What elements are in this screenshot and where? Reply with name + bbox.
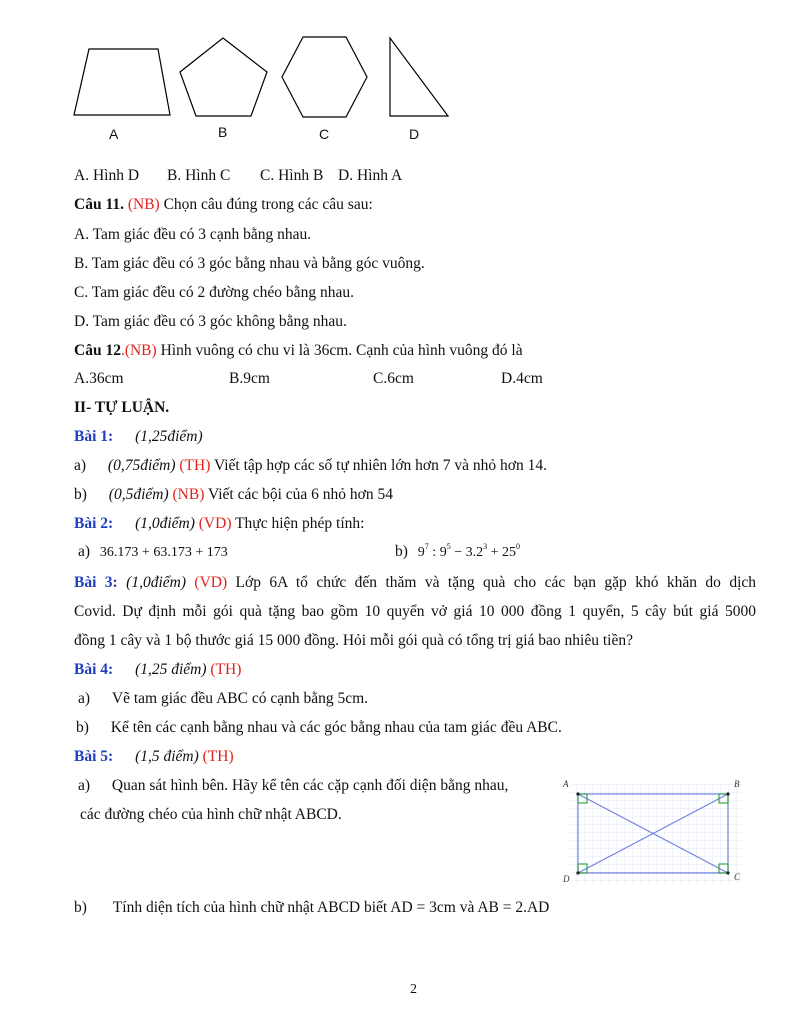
q12-option-c: C.6cm xyxy=(373,370,414,387)
q11-text: Chọn câu đúng trong các câu sau: xyxy=(159,196,373,213)
bai4-b-text: Kể tên các cạnh bằng nhau và các góc bằng nhau của tam giác đều ABC. xyxy=(110,719,562,736)
bai1-b-points: (0,5điểm) xyxy=(108,486,169,503)
bai4-b xyxy=(76,719,562,737)
bai2-text: Thực hiện phép tính: xyxy=(231,515,365,532)
bai5-label: Bài 5: xyxy=(74,748,114,765)
bai4-points: (1,25 điểm) xyxy=(135,661,207,678)
bai1-b-text: Viết các bội của 6 nhỏ hơn 54 xyxy=(204,486,393,503)
shape-label-c: C xyxy=(319,126,330,142)
q12-label: Câu 12 xyxy=(74,342,121,359)
bai4-label: Bài 4: xyxy=(74,661,114,678)
q12-option-a: A.36cm xyxy=(74,370,124,387)
bai2-a xyxy=(78,543,228,561)
bai2-heading xyxy=(74,515,364,533)
shape-label-b: B xyxy=(218,124,228,140)
bai3-level: (VD) xyxy=(194,574,228,591)
bai1-b-marker: b) xyxy=(74,486,87,503)
bai5-level: (TH) xyxy=(202,748,234,765)
bai2-level: (VD) xyxy=(198,515,232,532)
bai3-line2: Covid. Dự định mỗi gói quà tặng bao gồm 10 quyển vở giá 10 000 đồng 1 quyển, 5 cây bút giá 5000 xyxy=(74,603,756,620)
q12-option-d: D.4cm xyxy=(501,370,543,387)
bai5-a-line1 xyxy=(78,777,508,795)
q11-option-b: B. Tam giác đều có 3 góc bằng nhau và bằng góc vuông. xyxy=(74,255,425,272)
bai3-label: Bài 3: xyxy=(74,574,118,591)
bai2-points: (1,0điểm) xyxy=(135,515,195,532)
figure-vertex-b: B xyxy=(734,779,740,789)
q11-question xyxy=(74,196,373,214)
bai3-line1 xyxy=(74,574,756,592)
q12-option-b: B.9cm xyxy=(229,370,270,387)
q10-option-c: C. Hình B xyxy=(260,167,324,184)
bai5-heading xyxy=(74,748,234,766)
figure-vertex-a: A xyxy=(563,779,569,789)
shape-label-a: A xyxy=(109,126,119,142)
shape-a-trapezoid xyxy=(68,44,178,120)
q10-option-b: B. Hình C xyxy=(167,167,231,184)
shape-b-pentagon xyxy=(176,34,272,120)
q12-question xyxy=(74,342,523,360)
bai5-a-text-line1: Quan sát hình bên. Hãy kể tên các cặp cạnh đối diện bằng nhau, xyxy=(111,777,509,794)
bai2-b-marker: b) xyxy=(395,543,408,560)
bai1-heading xyxy=(74,428,203,446)
bai1-a-level: (TH) xyxy=(179,457,211,474)
bai5-a-marker: a) xyxy=(78,777,91,794)
q11-label: Câu 11. xyxy=(74,196,124,213)
q12-level: .(NB) xyxy=(120,342,157,359)
bai2-b-expression: $9^7$ : $9^5 - 3.2^3 + 25^0$ xyxy=(417,542,520,560)
bai5-a-line2: các đường chéo của hình chữ nhật ABCD. xyxy=(80,806,342,823)
bai5-b-text: Tính diện tích của hình chữ nhật ABCD biết AD = 3cm và AB = 2.AD xyxy=(112,899,550,916)
section-heading: II- TỰ LUẬN. xyxy=(74,399,170,416)
q11-option-c: C. Tam giác đều có 2 đường chéo bằng nhau. xyxy=(74,284,354,301)
q10-option-a: A. Hình D xyxy=(74,167,140,184)
page-number: 2 xyxy=(410,982,417,997)
bai4-a-marker: a) xyxy=(78,690,91,707)
bai2-a-expression: 36.173 + 63.173 + 173 xyxy=(99,545,228,560)
bai2-b xyxy=(395,543,520,561)
bai2-label: Bài 2: xyxy=(74,515,114,532)
bai1-label: Bài 1: xyxy=(74,428,114,445)
bai5-b xyxy=(74,899,549,917)
shape-d-right-triangle xyxy=(384,34,454,120)
bai1-points: (1,25điểm) xyxy=(135,428,203,445)
bai3-line3: đồng 1 cây và 1 bộ thước giá 15 000 đồng. Hỏi mỗi gói quà có tổng trị giá bao nhiêu tiền? xyxy=(74,632,633,649)
bai5-points: (1,5 điểm) xyxy=(135,748,199,765)
bai2-a-marker: a) xyxy=(78,543,91,560)
bai4-b-marker: b) xyxy=(76,719,89,736)
bai1-a-points: (0,75điểm) xyxy=(107,457,176,474)
bai1-b-level: (NB) xyxy=(172,486,205,503)
bai4-level: (TH) xyxy=(210,661,242,678)
q12-text: Hình vuông có chu vi là 36cm. Cạnh của hình vuông đó là xyxy=(156,342,523,359)
shape-c-hexagon xyxy=(278,32,372,122)
bai1-a-text: Viết tập hợp các số tự nhiên lớn hơn 7 và nhỏ hơn 14. xyxy=(210,457,547,474)
bai1-b xyxy=(74,486,393,504)
bai3-points: (1,0điểm) xyxy=(126,574,186,591)
bai4-a-text: Vẽ tam giác đều ABC có cạnh bằng 5cm. xyxy=(111,690,369,707)
bai4-a xyxy=(78,690,368,708)
rectangle-abcd-figure xyxy=(560,776,752,888)
q11-option-d: D. Tam giác đều có 3 góc không bằng nhau. xyxy=(74,313,347,330)
bai4-heading xyxy=(74,661,241,679)
figure-vertex-c: C xyxy=(734,872,741,882)
q10-option-d: D. Hình A xyxy=(338,167,403,184)
q11-option-a: A. Tam giác đều có 3 cạnh bằng nhau. xyxy=(74,226,312,243)
bai1-a-marker: a) xyxy=(74,457,87,474)
shape-label-d: D xyxy=(409,126,420,142)
bai1-a xyxy=(74,457,547,475)
figure-vertex-d: D xyxy=(563,874,570,884)
q11-level: (NB) xyxy=(127,196,160,213)
bai5-b-marker: b) xyxy=(74,899,87,916)
bai3-text-line1: Lớp 6A tổ chức đến thăm và tặng quà cho các bạn gặp khó khăn do dịch xyxy=(235,574,757,591)
